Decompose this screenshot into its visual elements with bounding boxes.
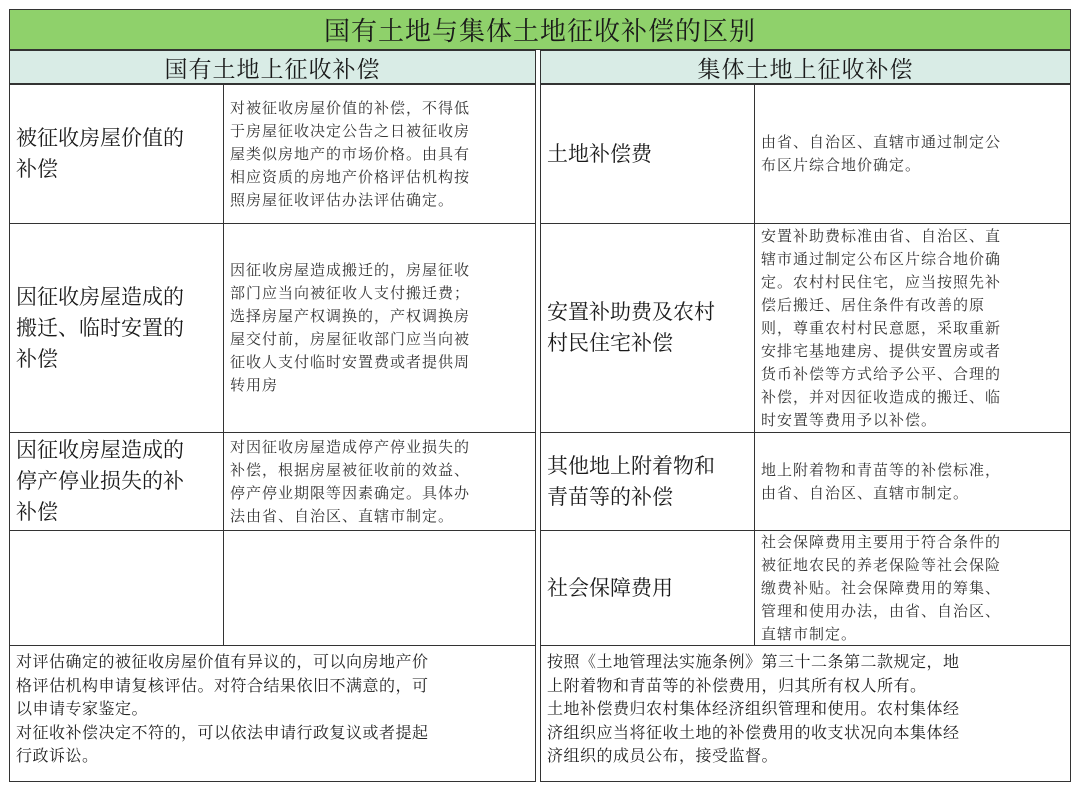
text-line: 对征收补偿决定不符的，可以依法申请行政复议或者提起	[16, 722, 429, 742]
text-line: 行政诉讼。	[16, 746, 99, 765]
text-line: 选择房屋产权调换的，产权调换房	[230, 307, 471, 325]
text-line: 直辖市制定。	[761, 624, 858, 643]
text-line: 地上附着物和青苗等的补偿标准，	[761, 460, 1002, 479]
text-line: 转用房	[230, 376, 279, 394]
text-line: 土地补偿费归农村集体经济组织管理和使用。农村集体经	[547, 699, 960, 718]
text-line: 按照《土地管理法实施条例》第三十二条第二款规定，地	[547, 652, 960, 671]
table-title: 国有土地与集体土地征收补偿的区别	[9, 9, 1071, 50]
text-line: 照房屋征收评估办法评估确定。	[230, 190, 455, 209]
text-line: 因征收房屋造成搬迁的，房屋征收	[230, 261, 471, 279]
text-line: 安置补助费标准由省、自治区、直	[761, 226, 1002, 245]
text-line: 土地补偿费	[547, 141, 652, 166]
text-line: 搬迁、临时安置的	[16, 315, 184, 340]
text-line: 济组织的成员公布，接受监督。	[547, 746, 779, 765]
text-line: 部门应当向被征收人支付搬迁费；	[230, 284, 471, 302]
text-line: 货币补偿等方式给予公平、合理的	[761, 364, 1002, 383]
text-line: 补偿，并对因征收造成的搬迁、临	[761, 387, 1002, 406]
text-line: 则，尊重农村村民意愿，采取重新	[761, 318, 1002, 337]
text-line: 安置补助费及农村	[547, 300, 715, 324]
right-row-2-name	[540, 223, 755, 433]
text-line: 于房屋征收决定公告之日被征收房	[230, 121, 471, 140]
text-line: 布区片综合地价确定。	[761, 156, 922, 174]
text-line: 其他地上附着物和	[547, 453, 715, 478]
text-line: 社会保障费用主要用于符合条件的	[761, 532, 1002, 551]
text-line: 屋交付前，房屋征收部门应当向被	[230, 330, 471, 348]
text-line: 缴费补贴。社会保障费用的筹集、	[761, 578, 1002, 597]
column-divider	[535, 50, 541, 782]
text-line: 停产停业期限等因素确定。具体办	[230, 483, 471, 502]
state-land-note	[9, 645, 536, 782]
left-row-3-name	[9, 432, 224, 531]
text-line: 补偿	[16, 346, 58, 371]
text-line: 济组织应当将征收土地的补偿费用的收支状况向本集体经	[547, 722, 960, 742]
text-line: 青苗等的补偿	[547, 484, 673, 509]
text-line: 对评估确定的被征收房屋价值有异议的，可以向房地产价	[16, 652, 429, 671]
text-line: 补偿	[16, 500, 58, 524]
text-line: 因征收房屋造成的	[16, 438, 184, 462]
left-row-3-desc	[223, 432, 536, 531]
text-line: 由省、自治区、直辖市制定。	[761, 483, 970, 502]
state-land-header: 国有土地上征收补偿	[9, 50, 536, 84]
text-line: 停产停业损失的补	[16, 469, 184, 493]
collective-land-note	[540, 645, 1071, 782]
text-line: 法由省、自治区、直辖市制定。	[230, 506, 455, 525]
text-line: 征收人支付临时安置费或者提供周	[230, 353, 471, 371]
left-row-1-name	[9, 84, 224, 224]
right-row-1-desc	[754, 84, 1071, 224]
left-row-4-empty-desc	[223, 530, 536, 646]
right-row-3-desc	[754, 432, 1071, 531]
text-line: 管理和使用办法，由省、自治区、	[761, 601, 1002, 620]
text-line: 补偿，根据房屋被征收前的效益、	[230, 460, 471, 479]
text-line: 安排宅基地建房、提供安置房或者	[761, 341, 1002, 360]
text-line: 上附着物和青苗等的补偿费用，归其所有权人所有。	[547, 675, 927, 695]
text-line: 村民住宅补偿	[547, 331, 673, 355]
text-line: 对因征收房屋造成停产停业损失的	[230, 437, 471, 456]
text-line: 相应资质的房地产价格评估机构按	[230, 167, 471, 186]
collective-land-header: 集体土地上征收补偿	[540, 50, 1071, 84]
right-row-4-name	[540, 530, 755, 646]
right-row-1-name	[540, 84, 755, 224]
text-line: 因征收房屋造成的	[16, 284, 184, 309]
text-line: 补偿	[16, 157, 58, 181]
text-line: 被征地农民的养老保险等社会保险	[761, 555, 1002, 574]
text-line: 被征收房屋价值的	[16, 126, 184, 150]
text-line: 屋类似房地产的市场价格。由具有	[230, 144, 471, 163]
text-line: 对被征收房屋价值的补偿，不得低	[230, 98, 471, 117]
right-row-4-desc	[754, 530, 1071, 646]
left-row-1-desc	[223, 84, 536, 224]
right-row-2-desc	[754, 223, 1071, 433]
text-line: 偿后搬迁、居住条件有改善的原	[761, 295, 986, 314]
right-row-3-name	[540, 432, 755, 531]
left-row-2-name	[9, 223, 224, 433]
text-line: 时安置等费用予以补偿。	[761, 410, 938, 429]
text-line: 由省、自治区、直辖市通过制定公	[761, 133, 1002, 151]
text-line: 格评估机构申请复核评估。对符合结果依旧不满意的，可	[16, 675, 429, 695]
text-line: 社会保障费用	[547, 575, 673, 600]
text-line: 定。农村村民住宅，应当按照先补	[761, 272, 1002, 291]
text-line: 以申请专家鉴定。	[16, 699, 149, 718]
left-row-2-desc	[223, 223, 536, 433]
text-line: 辖市通过制定公布区片综合地价确	[761, 249, 1002, 268]
left-row-4-empty-name	[9, 530, 224, 646]
